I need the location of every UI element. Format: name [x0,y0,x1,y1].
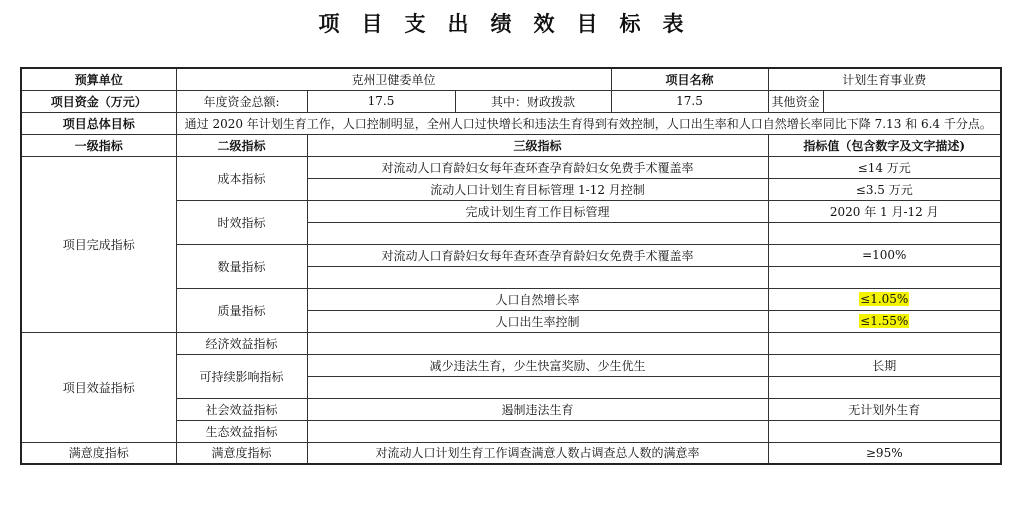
indicator-value: ≥95% [768,442,1001,464]
funds-label: 项目资金（万元） [21,90,176,112]
budget-unit-value: 克州卫健委单位 [176,68,611,90]
indicator-value: 2020 年 1 月-12 月 [768,200,1001,222]
indicator-name [307,222,768,244]
level2-economic: 经济效益指标 [176,332,307,354]
indicator-value: ≤3.5 万元 [768,178,1001,200]
annual-total-label: 年度资金总额: [176,90,307,112]
header-level3: 三级指标 [307,134,768,156]
table-row [21,442,1001,464]
indicator-value [768,332,1001,354]
indicator-name: 完成计划生育工作目标管理 [307,200,768,222]
performance-table [20,67,1002,465]
indicator-value [768,376,1001,398]
indicator-value [768,310,1001,332]
overall-goal-label: 项目总体目标 [21,112,176,134]
indicator-value: 长期 [768,354,1001,376]
group-satisfaction: 满意度指标 [21,442,176,464]
highlighted-value: ≤1.55% [860,314,909,328]
level2-social: 社会效益指标 [176,398,307,420]
indicator-value [768,420,1001,442]
overall-goal-row [21,112,1001,134]
level2-satisfaction: 满意度指标 [176,442,307,464]
table-row [21,332,1001,354]
indicator-value: 无计划外生育 [768,398,1001,420]
indicator-name: 人口出生率控制 [307,310,768,332]
indicator-name: 对流动人口育龄妇女每年查环查孕育龄妇女免费手术覆盖率 [307,156,768,178]
table-row [21,156,1001,178]
indicator-name: 人口自然增长率 [307,288,768,310]
level2-quality: 质量指标 [176,288,307,332]
project-name-label: 项目名称 [611,68,768,90]
annual-total-value: 17.5 [307,90,455,112]
other-funds-value [823,90,1001,112]
indicator-value [768,266,1001,288]
indicator-name: 遏制违法生育 [307,398,768,420]
indicator-name: 对流动人口计划生育工作调查满意人数占调查总人数的满意率 [307,442,768,464]
budget-unit-label: 预算单位 [21,68,176,90]
overall-goal-text: 通过 2020 年计划生育工作，人口控制明显，全州人口过快增长和违法生育得到有效控制，人口出生率和人口自然增长率同比下降 7.13 和 6.4 千分点。 [176,112,1001,134]
header-level2: 二级指标 [176,134,307,156]
header-row [21,134,1001,156]
indicator-name [307,420,768,442]
level2-ecology: 生态效益指标 [176,420,307,442]
header-level1: 一级指标 [21,134,176,156]
project-name-value: 计划生育事业费 [768,68,1001,90]
budget-unit-row [21,68,1001,90]
funds-row [21,90,1001,112]
page-title: 项目支出绩效目标表 [318,11,706,36]
indicator-name: 流动人口计划生育目标管理 1-12 月控制 [307,178,768,200]
indicator-value [768,222,1001,244]
level2-sustain: 可持续影响指标 [176,354,307,398]
other-funds-label: 其他资金 [768,90,823,112]
indicator-name [307,266,768,288]
indicator-name [307,376,768,398]
indicator-value: ≤14 万元 [768,156,1001,178]
indicator-name: 对流动人口育龄妇女每年查环查孕育龄妇女免费手术覆盖率 [307,244,768,266]
fiscal-value: 17.5 [611,90,768,112]
level2-cost: 成本指标 [176,156,307,200]
highlighted-value: ≤1.05% [860,292,909,306]
indicator-name [307,332,768,354]
header-value: 指标值（包含数字及文字描述) [768,134,1001,156]
level2-quantity: 数量指标 [176,244,307,288]
group-completion: 项目完成指标 [21,156,176,332]
indicator-value: =100% [768,244,1001,266]
fiscal-label: 其中：财政拨款 [455,90,611,112]
indicator-name: 减少违法生育，少生快富奖励、少生优生 [307,354,768,376]
level2-time: 时效指标 [176,200,307,244]
group-benefit: 项目效益指标 [21,332,176,442]
indicator-value [768,288,1001,310]
